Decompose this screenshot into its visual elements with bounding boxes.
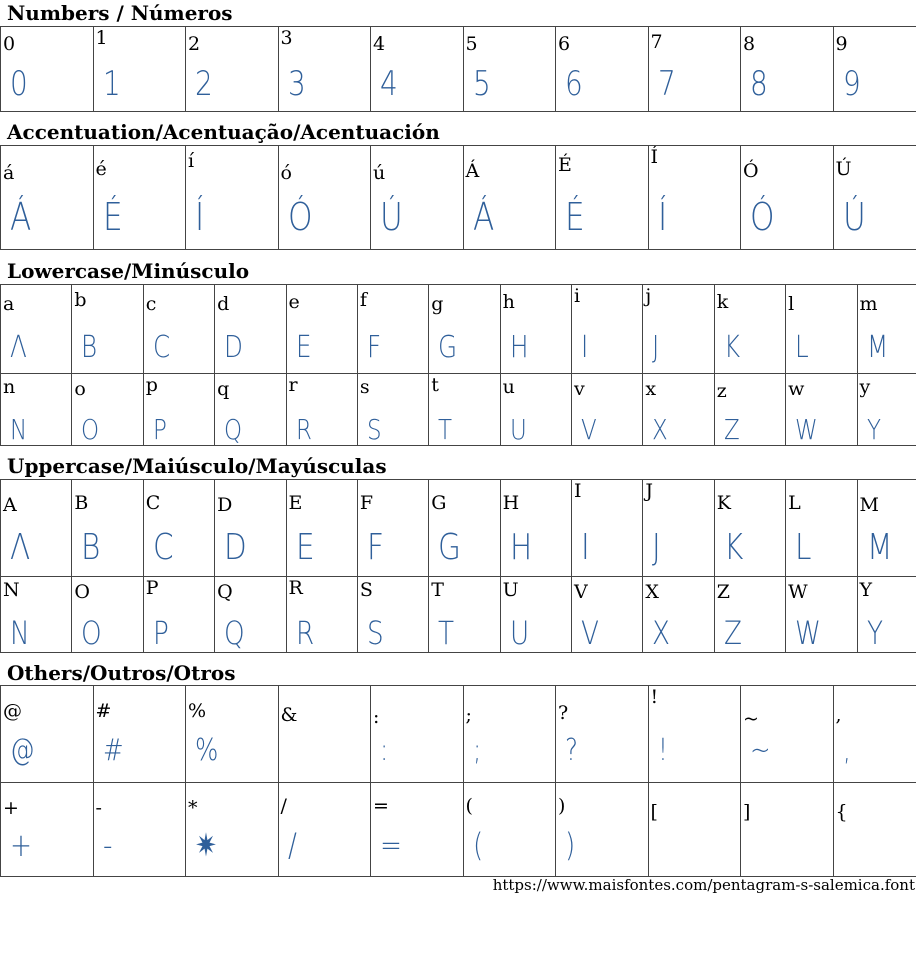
glyph-cell <box>357 577 428 653</box>
font-sample-glyph: 3 <box>287 64 306 104</box>
font-sample-glyph: % <box>195 733 219 768</box>
font-sample-glyph: @ <box>10 733 35 768</box>
glyph-cell <box>93 27 186 112</box>
font-sample-glyph: V <box>581 413 597 446</box>
character-label: Y <box>859 579 873 601</box>
character-label: 0 <box>3 33 16 55</box>
character-label: ! <box>650 686 659 708</box>
font-sample-glyph: J <box>652 330 660 365</box>
character-label: = <box>373 795 389 817</box>
accentuation-grid <box>0 145 916 250</box>
glyph-cell <box>215 374 286 446</box>
glyph-cell <box>1 27 94 112</box>
font-sample-glyph: Y <box>866 614 883 652</box>
font-sample-glyph: L <box>795 527 812 568</box>
glyph-cell <box>556 783 649 877</box>
font-sample-glyph: 9 <box>842 64 861 104</box>
character-label: c <box>145 293 157 315</box>
character-label: M <box>859 494 879 516</box>
character-label: S <box>359 579 373 601</box>
font-sample-glyph: Q <box>224 413 243 446</box>
character-label: U <box>502 579 519 601</box>
glyph-cell <box>278 146 371 250</box>
glyph-cell <box>72 374 143 446</box>
glyph-cell <box>1 783 94 877</box>
font-sample-glyph: H <box>509 527 532 568</box>
font-sample-glyph: 4 <box>380 64 398 104</box>
glyph-cell <box>741 27 834 112</box>
character-label: ; <box>465 704 472 726</box>
glyph-cell <box>500 285 571 374</box>
character-label: N <box>3 579 20 601</box>
glyph-cell <box>572 374 643 446</box>
glyph-cell <box>463 783 556 877</box>
glyph-row <box>1 285 916 374</box>
glyph-cell <box>1 577 72 653</box>
font-sample-glyph: B <box>81 527 101 568</box>
glyph-cell <box>186 783 279 877</box>
character-label: e <box>288 291 300 313</box>
glyph-cell <box>714 374 785 446</box>
glyph-cell <box>429 374 500 446</box>
character-label: y <box>859 376 871 398</box>
character-label: 5 <box>465 33 478 55</box>
glyph-cell <box>278 686 371 783</box>
character-label: d <box>217 293 230 315</box>
font-sample-glyph: ✷ <box>195 826 217 864</box>
glyph-cell <box>786 374 857 446</box>
font-sample-glyph: C <box>152 527 174 568</box>
character-label: É <box>558 154 572 176</box>
character-label: m <box>859 293 878 315</box>
font-sample-glyph: M <box>866 527 892 568</box>
glyph-cell <box>572 285 643 374</box>
font-sample-glyph: O <box>81 413 100 446</box>
font-sample-glyph: S <box>366 614 384 652</box>
others-grid <box>0 685 916 877</box>
character-label: B <box>74 492 89 514</box>
font-sample-glyph: Ó <box>287 195 313 239</box>
font-sample-glyph: Í <box>195 195 205 239</box>
glyph-cell <box>93 686 186 783</box>
character-label: Z <box>716 581 730 603</box>
character-label: l <box>788 293 795 315</box>
glyph-cell <box>741 146 834 250</box>
font-sample-glyph: 5 <box>472 64 491 104</box>
font-sample-glyph: Z <box>723 614 742 652</box>
character-label: H <box>502 492 520 514</box>
font-sample-glyph: W <box>795 413 818 446</box>
character-label: i <box>574 285 581 307</box>
character-label: 6 <box>558 33 571 55</box>
font-sample-glyph: + <box>10 826 32 864</box>
glyph-cell <box>786 480 857 577</box>
glyph-row <box>1 374 916 446</box>
character-label: p <box>145 374 158 396</box>
section-heading-accentuation: Accentuation/Acentuação/Acentuación <box>7 120 440 144</box>
font-sample-glyph: J <box>652 527 662 568</box>
character-label: q <box>217 378 230 400</box>
character-label: ] <box>743 801 751 823</box>
font-sample-glyph: Ó <box>750 195 775 239</box>
glyph-cell <box>500 480 571 577</box>
character-label: K <box>716 492 731 514</box>
glyph-cell <box>714 480 785 577</box>
section-heading-uppercase: Uppercase/Maiúsculo/Mayúsculas <box>7 454 387 478</box>
glyph-cell <box>833 783 916 877</box>
glyph-cell <box>186 27 279 112</box>
glyph-cell <box>278 783 371 877</box>
glyph-row <box>1 686 916 783</box>
character-label: s <box>359 376 370 398</box>
character-label: V <box>574 581 588 603</box>
character-label: u <box>502 376 515 398</box>
font-sample-glyph: I <box>581 527 590 568</box>
glyph-cell <box>714 285 785 374</box>
font-sample-glyph: Í <box>657 195 667 239</box>
character-label: 4 <box>373 33 386 55</box>
character-label: 3 <box>280 27 293 49</box>
glyph-cell <box>857 577 916 653</box>
font-sample-glyph: Y <box>866 413 881 446</box>
font-sample-glyph: 7 <box>657 64 676 104</box>
glyph-cell <box>215 577 286 653</box>
glyph-cell <box>143 285 214 374</box>
font-sample-glyph: Z <box>723 413 740 446</box>
character-label: k <box>716 291 729 313</box>
character-label: é <box>95 158 107 180</box>
character-label: / <box>280 795 287 817</box>
glyph-cell <box>357 285 428 374</box>
glyph-cell <box>1 146 94 250</box>
character-label: w <box>788 378 805 400</box>
lowercase-grid <box>0 284 916 446</box>
glyph-cell <box>1 480 72 577</box>
character-label: P <box>145 577 159 599</box>
character-label: í <box>188 150 195 172</box>
font-sample-glyph: N <box>10 413 28 446</box>
font-sample-glyph: F <box>366 527 384 568</box>
font-sample-glyph: U <box>509 413 527 446</box>
glyph-cell <box>278 27 371 112</box>
glyph-cell <box>215 285 286 374</box>
glyph-cell <box>643 480 714 577</box>
glyph-cell <box>643 285 714 374</box>
glyph-row <box>1 146 916 250</box>
glyph-cell <box>833 27 916 112</box>
font-sample-glyph: Ú <box>380 195 403 239</box>
glyph-cell <box>286 480 357 577</box>
font-sample-glyph: C <box>152 330 170 365</box>
font-sample-glyph: 2 <box>195 64 213 104</box>
font-sample-glyph: I <box>581 330 589 365</box>
character-label: 9 <box>835 33 848 55</box>
font-sample-glyph: T <box>438 614 455 652</box>
font-sample-glyph: X <box>652 413 669 446</box>
glyph-cell <box>286 577 357 653</box>
glyph-cell <box>72 285 143 374</box>
glyph-cell <box>648 686 741 783</box>
character-label: v <box>574 378 585 400</box>
font-sample-glyph: B <box>81 330 98 365</box>
glyph-cell <box>429 285 500 374</box>
character-label: F <box>359 492 374 514</box>
character-label: X <box>645 581 659 603</box>
character-label: ( <box>465 795 473 817</box>
font-sample-glyph: É <box>565 195 585 239</box>
glyph-cell <box>786 577 857 653</box>
character-label: : <box>373 706 380 728</box>
character-label: 1 <box>95 27 108 49</box>
font-sample-glyph: Ú <box>842 195 866 239</box>
character-label: 7 <box>650 31 663 53</box>
character-label: + <box>3 797 19 819</box>
character-label: t <box>431 374 439 396</box>
font-sample-glyph: P <box>152 413 167 446</box>
character-label: g <box>431 293 444 315</box>
font-sample-glyph: ; <box>472 733 481 768</box>
character-label: ~ <box>743 708 759 730</box>
glyph-row <box>1 27 916 112</box>
glyph-cell <box>648 146 741 250</box>
character-label: Í <box>650 146 659 168</box>
glyph-cell <box>429 480 500 577</box>
font-sample-glyph: 0 <box>10 64 28 104</box>
glyph-cell <box>572 577 643 653</box>
character-label: E <box>288 492 303 514</box>
character-label: f <box>359 289 367 311</box>
font-sample-glyph: Á <box>472 195 494 239</box>
glyph-row <box>1 783 916 877</box>
character-label: # <box>95 700 112 722</box>
font-sample-glyph: - <box>102 826 112 864</box>
character-label: Á <box>465 160 480 182</box>
glyph-row <box>1 480 916 577</box>
font-sample-glyph: ! <box>657 733 668 768</box>
glyph-cell <box>648 27 741 112</box>
glyph-cell <box>556 27 649 112</box>
font-sample-glyph: T <box>438 413 453 446</box>
glyph-cell <box>1 285 72 374</box>
glyph-cell <box>643 374 714 446</box>
glyph-cell <box>857 480 916 577</box>
font-sample-glyph: R <box>295 413 312 446</box>
source-url: https://www.maisfontes.com/pentagram-s-salemica.font <box>492 876 915 894</box>
font-sample-glyph: Q <box>224 614 245 652</box>
character-label: r <box>288 374 298 396</box>
font-sample-glyph: # <box>102 733 124 768</box>
glyph-cell <box>72 480 143 577</box>
glyph-cell <box>286 374 357 446</box>
glyph-cell <box>357 374 428 446</box>
glyph-cell <box>93 146 186 250</box>
font-sample-glyph: P <box>152 614 169 652</box>
character-label: C <box>145 492 161 514</box>
character-label: W <box>788 581 808 603</box>
character-label: R <box>288 577 303 599</box>
glyph-cell <box>357 480 428 577</box>
font-sample-glyph: G <box>438 330 458 365</box>
character-label: L <box>788 492 801 514</box>
character-label: Q <box>217 581 233 603</box>
glyph-cell <box>714 577 785 653</box>
font-sample-glyph: S <box>366 413 382 446</box>
glyph-cell <box>186 686 279 783</box>
glyph-cell <box>371 783 464 877</box>
font-sample-glyph: ) <box>565 826 576 864</box>
font-sample-glyph: K <box>723 527 744 568</box>
section-heading-others: Others/Outros/Otros <box>7 661 236 685</box>
font-sample-glyph: Λ <box>10 527 31 568</box>
font-sample-glyph: G <box>438 527 462 568</box>
glyph-cell <box>648 783 741 877</box>
character-label: 2 <box>188 33 201 55</box>
glyph-cell <box>857 285 916 374</box>
character-label: a <box>3 293 15 315</box>
section-heading-numbers: Numbers / Números <box>7 1 233 25</box>
character-label: n <box>3 376 16 398</box>
glyph-cell <box>833 146 916 250</box>
glyph-cell <box>429 577 500 653</box>
glyph-cell <box>833 686 916 783</box>
glyph-cell <box>143 374 214 446</box>
glyph-cell <box>463 146 556 250</box>
font-sample-glyph: ( <box>472 826 483 864</box>
character-label: Ó <box>743 160 759 182</box>
character-label: ó <box>280 162 292 184</box>
font-sample-glyph: O <box>81 614 103 652</box>
glyph-cell <box>500 374 571 446</box>
glyph-cell <box>463 27 556 112</box>
glyph-cell <box>286 285 357 374</box>
glyph-row <box>1 577 916 653</box>
font-sample-glyph: K <box>723 330 740 365</box>
glyph-cell <box>371 686 464 783</box>
character-label: z <box>716 380 727 402</box>
glyph-cell <box>741 686 834 783</box>
font-sample-glyph: ~ <box>750 733 771 768</box>
font-sample-glyph: = <box>380 826 402 864</box>
font-sample-glyph: F <box>366 330 382 365</box>
character-label: ) <box>558 795 566 817</box>
glyph-cell <box>215 480 286 577</box>
character-label: * <box>188 797 198 819</box>
character-label: o <box>74 378 86 400</box>
font-sample-glyph: U <box>509 614 529 652</box>
glyph-cell <box>371 146 464 250</box>
character-label: - <box>95 797 102 819</box>
character-label: h <box>502 291 515 313</box>
uppercase-grid <box>0 479 916 653</box>
font-sample-glyph: Á <box>10 195 32 239</box>
glyph-cell <box>741 783 834 877</box>
character-label: O <box>74 581 90 603</box>
font-sample-glyph: E <box>295 527 315 568</box>
character-label: , <box>835 704 842 726</box>
character-label: ? <box>558 702 569 724</box>
glyph-cell <box>572 480 643 577</box>
font-sample-glyph: / <box>287 826 297 864</box>
glyph-cell <box>643 577 714 653</box>
glyph-cell <box>93 783 186 877</box>
character-label: Ú <box>835 158 852 180</box>
character-label: á <box>3 162 15 184</box>
font-sample-glyph: : <box>380 733 389 768</box>
font-sample-glyph: L <box>795 330 809 365</box>
character-label: @ <box>3 700 22 722</box>
font-sample-glyph: M <box>866 330 888 365</box>
character-label: & <box>280 704 298 726</box>
character-label: A <box>3 494 17 516</box>
section-heading-lowercase: Lowercase/Minúsculo <box>7 259 250 283</box>
font-sample-glyph: Λ <box>10 330 27 365</box>
character-label: D <box>217 494 233 516</box>
character-label: j <box>645 285 652 307</box>
font-sample-glyph: 1 <box>102 64 121 104</box>
character-label: % <box>188 700 207 722</box>
glyph-cell <box>72 577 143 653</box>
character-label: ú <box>373 162 386 184</box>
character-label: T <box>431 579 444 601</box>
character-label: 8 <box>743 33 756 55</box>
glyph-cell <box>371 27 464 112</box>
font-sample-glyph: R <box>295 614 314 652</box>
character-label: J <box>645 480 653 502</box>
font-sample-glyph: X <box>652 614 671 652</box>
glyph-cell <box>143 480 214 577</box>
font-sample-glyph: N <box>10 614 30 652</box>
glyph-cell <box>556 686 649 783</box>
glyph-cell <box>556 146 649 250</box>
glyph-cell <box>1 686 94 783</box>
character-label: b <box>74 289 87 311</box>
font-sample-glyph: H <box>509 330 529 365</box>
glyph-cell <box>857 374 916 446</box>
font-sample-glyph: É <box>102 195 123 239</box>
font-sample-glyph: V <box>581 614 599 652</box>
glyph-cell <box>463 686 556 783</box>
character-label: { <box>835 801 848 823</box>
font-sample-glyph: D <box>224 330 244 365</box>
font-sample-glyph: D <box>224 527 247 568</box>
font-sample-glyph: ? <box>565 733 579 768</box>
glyph-cell <box>1 374 72 446</box>
font-sample-glyph: 6 <box>565 64 583 104</box>
numbers-grid <box>0 26 916 112</box>
font-sample-glyph: W <box>795 614 822 652</box>
character-label: [ <box>650 801 658 823</box>
font-sample-glyph: E <box>295 330 312 365</box>
glyph-cell <box>500 577 571 653</box>
glyph-cell <box>186 146 279 250</box>
font-sample-glyph: 8 <box>750 64 768 104</box>
glyph-cell <box>143 577 214 653</box>
character-label: I <box>574 480 582 502</box>
font-sample-glyph: , <box>842 733 851 768</box>
character-label: x <box>645 378 657 400</box>
glyph-cell <box>786 285 857 374</box>
character-label: G <box>431 492 447 514</box>
